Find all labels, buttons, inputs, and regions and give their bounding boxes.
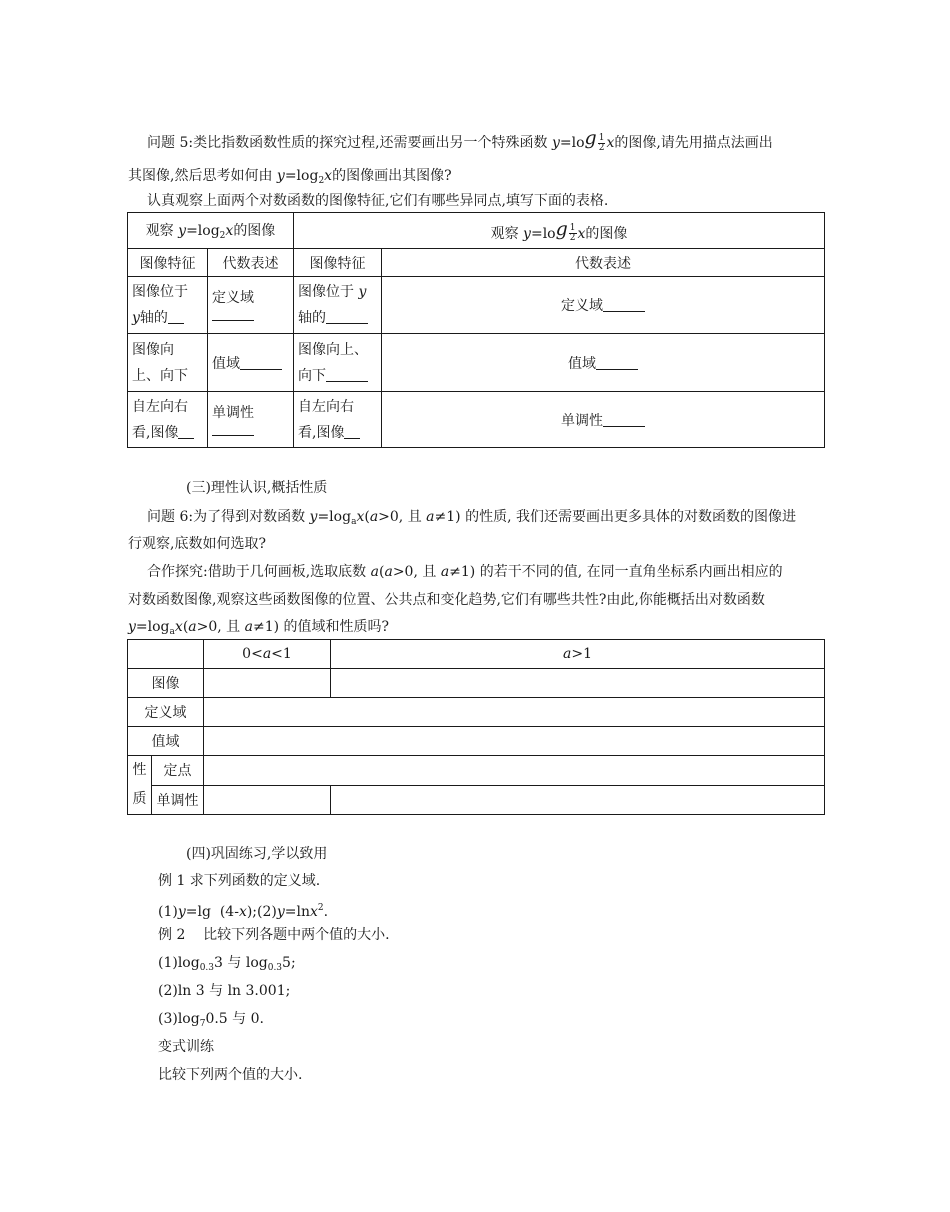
text: >0, 且 — [196, 619, 245, 635]
table-cell — [208, 392, 294, 448]
var-y: y — [309, 509, 318, 525]
text: =lo — [530, 225, 556, 242]
table-cell — [294, 277, 382, 334]
example1-items — [158, 898, 328, 922]
fill-blank — [212, 423, 254, 436]
text: 向下 — [298, 367, 326, 384]
var-a: a — [384, 564, 393, 580]
coop-line2: 对数函数图像,观察这些函数图像的位置、公共点和变化趋势,它们有哪些共性?由此,你能概括出对数函数 — [128, 592, 765, 608]
var-a: a — [188, 619, 197, 635]
text: =ln — [284, 904, 311, 920]
text: 图像向 — [132, 341, 174, 358]
var-a: a — [262, 646, 272, 662]
subscript: 2 — [318, 176, 325, 186]
text: =log — [317, 509, 352, 525]
property-label — [128, 756, 152, 815]
frac-num: 1 — [598, 132, 605, 143]
table-cell — [382, 334, 825, 392]
fill-blank — [326, 311, 368, 324]
subscript: 2 — [219, 231, 226, 241]
text: =log — [135, 619, 170, 635]
table-cell — [208, 277, 294, 334]
var-a: a — [563, 646, 572, 662]
text: 单调性 — [212, 404, 254, 421]
text: 的图像 — [585, 225, 628, 242]
var-x: x — [174, 619, 183, 635]
text: 轴的 — [139, 310, 168, 326]
compare-prompt: 比较下列两个值的大小. — [158, 1067, 303, 1083]
text: ( — [182, 619, 189, 635]
text: 的图像画出其图像? — [332, 168, 452, 184]
problem6-line1 — [147, 507, 796, 532]
text: 其图像,然后思考如何由 — [128, 168, 277, 184]
var-y: y — [358, 284, 367, 300]
subscript: 0.3 — [267, 963, 283, 973]
text: =log — [284, 168, 319, 184]
problem5-line1 — [147, 128, 773, 153]
fill-blank — [168, 311, 184, 324]
var-y: y — [523, 225, 531, 242]
subscript: a — [351, 517, 357, 527]
table-cell — [331, 669, 825, 698]
text: >1 — [571, 646, 592, 662]
col-header: 图像特征 — [128, 249, 208, 277]
example2-item2: (2)ln 3 与 ln 3.001; — [158, 983, 291, 999]
var-a: a — [369, 509, 379, 525]
text: 单调性 — [561, 412, 603, 429]
log-properties-table — [127, 639, 825, 815]
text: 0< — [242, 646, 263, 662]
superscript: 2 — [317, 903, 324, 913]
text: ≠1) 的值域和性质吗? — [253, 619, 390, 635]
text: >0, 且 — [378, 509, 427, 525]
fill-blank — [240, 357, 282, 370]
table-cell — [204, 698, 825, 727]
text: 的图像 — [233, 223, 276, 239]
frac-den: 2 — [598, 142, 605, 153]
table-cell — [128, 334, 208, 392]
text: 0.5 与 0. — [205, 1011, 264, 1027]
header-log2 — [128, 213, 294, 249]
example2-item3 — [158, 1009, 264, 1034]
subscript: 7 — [199, 1019, 206, 1029]
var-a: a — [426, 509, 435, 525]
text: 3 与 log — [214, 955, 268, 971]
text: (1) — [158, 904, 178, 920]
text: 值域 — [568, 355, 596, 372]
col-header: 图像特征 — [294, 249, 382, 277]
row-label: 定义域 — [128, 698, 204, 727]
text: 自左向右 — [132, 398, 188, 415]
frac-den: 2 — [569, 233, 576, 244]
var-y: y — [177, 904, 186, 920]
header-log-half — [294, 213, 825, 249]
text: >0, 且 — [392, 564, 441, 580]
fill-blank — [603, 299, 645, 312]
text: 图像向上、 — [298, 341, 368, 358]
example2-item1 — [158, 953, 296, 978]
text: 定义域 — [561, 298, 603, 314]
text: 轴的 — [298, 310, 326, 326]
example1: 例 1 求下列函数的定义域. — [158, 873, 321, 889]
text: (3)log — [158, 1011, 200, 1027]
fraction-half — [569, 224, 577, 243]
col-header: 代数表述 — [382, 249, 825, 277]
text: 质 — [132, 791, 147, 807]
section4-heading: (四)巩固练习,学以致用 — [186, 846, 328, 862]
var-a: a — [440, 564, 450, 580]
var-x: x — [324, 168, 333, 184]
var-x: x — [577, 225, 586, 242]
table-cell — [204, 756, 825, 786]
problem5-line3: 认真观察上面两个对数函数的图像特征,它们有哪些异同点,填写下面的表格. — [147, 193, 609, 209]
corner-cell — [128, 640, 204, 669]
subscript: 0.3 — [199, 963, 215, 973]
text: 值域 — [212, 355, 240, 372]
text: ( — [364, 509, 370, 525]
var-y: y — [178, 223, 187, 239]
fill-blank — [596, 357, 638, 370]
var-y: y — [128, 619, 136, 635]
text: 观察 — [145, 223, 179, 239]
text: 观察 — [490, 225, 524, 242]
text: 性 — [132, 762, 147, 778]
table-cell — [204, 785, 331, 815]
var-a: a — [370, 564, 379, 580]
subscript: a — [169, 627, 175, 637]
text: 看,图像 — [298, 424, 345, 441]
row-label: 单调性 — [152, 785, 204, 815]
text: 5; — [282, 955, 296, 971]
fill-blank — [603, 414, 645, 427]
var-x: x — [606, 135, 615, 151]
fill-blank — [178, 426, 194, 439]
text: ≠1) 的若干不同的值, 在同一直角坐标系内画出相应的 — [449, 564, 783, 580]
text: =lo — [559, 135, 585, 151]
text: 的图像,请先用描点法画出 — [614, 135, 773, 151]
text: 问题 6:为了得到对数函数 — [147, 509, 310, 525]
text: 图像位于 — [132, 284, 188, 300]
text: =lg (4- — [185, 904, 239, 920]
example2: 例 2 比较下列各题中两个值的大小. — [158, 927, 390, 943]
table-cell — [204, 669, 331, 698]
table-cell — [204, 727, 825, 756]
table-cell — [294, 392, 382, 448]
table-cell — [331, 785, 825, 815]
row-label: 值域 — [128, 727, 204, 756]
var-x: x — [238, 904, 247, 920]
text: =log — [186, 223, 220, 239]
text: 图像位于 — [298, 284, 359, 300]
problem5-line2 — [128, 166, 452, 191]
var-y: y — [276, 904, 285, 920]
col-header-a-gt-1 — [331, 640, 825, 669]
text: . — [323, 904, 329, 920]
text: 问题 5:类比指数函数性质的探究过程,还需要画出另一个特殊函数 — [147, 135, 552, 151]
table-cell — [382, 277, 825, 334]
text: 自左向右 — [298, 398, 354, 415]
fill-blank — [212, 308, 254, 321]
var-y: y — [132, 310, 140, 326]
row-label: 图像 — [128, 669, 204, 698]
table-cell — [128, 392, 208, 448]
var-y: y — [551, 135, 560, 151]
fill-blank — [326, 369, 368, 382]
col-header-a-lt-1 — [204, 640, 331, 669]
var-x: x — [225, 223, 234, 239]
fraction-half — [598, 134, 606, 153]
text: (1)log — [158, 955, 200, 971]
problem6-line2: 行观察,底数如何选取? — [128, 536, 266, 552]
frac-num: 1 — [569, 223, 576, 234]
text: );(2) — [246, 904, 277, 920]
row-label: 定点 — [152, 756, 204, 786]
text: 定义域 — [212, 290, 254, 306]
text: <1 — [271, 646, 292, 662]
text: ≠1) 的性质, 我们还需要画出更多具体的对数函数的图像进 — [434, 509, 796, 525]
table-cell — [382, 392, 825, 448]
text: 上、向下 — [132, 367, 188, 384]
text: g — [584, 127, 597, 149]
var-a: a — [244, 619, 253, 635]
table-cell — [208, 334, 294, 392]
col-header: 代数表述 — [208, 249, 294, 277]
table-cell — [128, 277, 208, 334]
var-x: x — [356, 509, 365, 525]
coop-line1 — [147, 562, 783, 582]
fill-blank — [344, 426, 360, 439]
text: 看,图像 — [132, 424, 179, 441]
text: 合作探究:借助于几何画板,选取底数 — [147, 564, 371, 580]
text: g — [555, 217, 568, 240]
section3-heading: (三)理性认识,概括性质 — [186, 480, 328, 496]
var-y: y — [276, 168, 285, 184]
variant-training: 变式训练 — [158, 1039, 214, 1055]
table-cell — [294, 334, 382, 392]
text: ( — [378, 564, 385, 580]
var-x: x — [310, 904, 318, 920]
log-comparison-table — [127, 212, 825, 448]
